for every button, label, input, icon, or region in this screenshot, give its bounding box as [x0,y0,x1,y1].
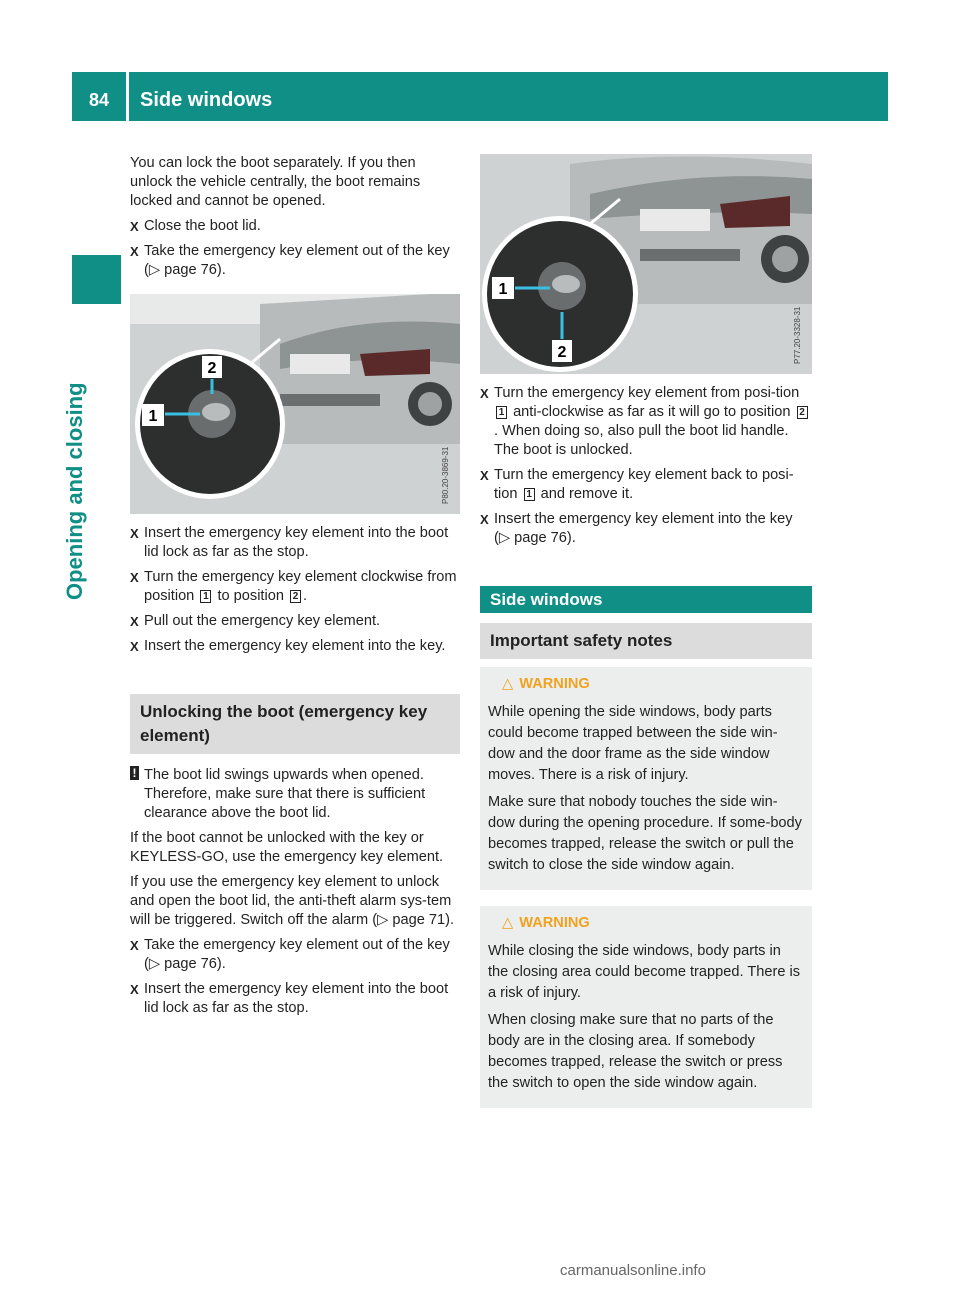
exclamation-icon: ! [130,766,139,780]
step-close-boot: X Close the boot lid. [130,217,460,236]
warning-triangle-icon: △ [502,676,514,692]
section-heading: Side windows [480,586,812,613]
paragraph-alarm: If you use the emergency key element to unlock and open the boot lid, the anti-theft alarm sys-tem will be triggered. Switch off the alarm (▷ page 71). [130,874,455,928]
step-take-key-2: X Take the emergency key element out of the key (▷ page 76). [130,936,460,974]
warning-label: WARNING [519,915,590,931]
step-text: Turn the emergency key element clockwise from position [144,569,457,604]
image-code: P77.20-3328-31 [793,306,802,364]
warning-text: When closing make sure that no parts of the body are in the closing area. If somebody becomes trapped, release the switch or press the switch to open the side window again. [488,1012,783,1091]
step-turn-clockwise: X Turn the emergency key element clockwise from position 1 to position 2 . [130,568,460,606]
step-pull-out: X Pull out the emergency key element. [130,612,460,631]
car-rear-image [130,294,460,514]
watermark: carmanualsonline.info [560,1262,706,1279]
step-text: and remove it. [540,486,634,502]
position-2-badge: 2 [797,406,808,419]
image-code: P80.20-3869-31 [441,446,450,504]
step-turn-back [480,466,812,504]
boot-lock-illustration [130,294,460,514]
callout-1: 1 [498,281,508,298]
unlock-heading: Unlocking the boot (emergency key element) [130,694,460,754]
step-insert-key-2: X Insert the emergency key element into the key (▷ page 76). [480,510,812,548]
step-text: . When doing so, also pull the boot lid handle. [494,423,789,439]
callout-1: 1 [148,408,158,425]
step-insert-key-lock-2: X Insert the emergency key element into the boot lid lock as far as the stop. [130,980,460,1018]
callout-2: 2 [207,360,217,377]
warning-heading [488,675,804,694]
notice-text: The boot lid swings upwards when opened. Therefore, make sure that there is sufficient clearance above the boot lid. [144,767,426,821]
boot-unlock-illustration [480,154,812,374]
safety-subheading: Important safety notes [480,623,812,659]
step-text: Turn the emergency key element back to posi-tion [494,467,794,502]
step-insert-key: X Insert the emergency key element into the key. [130,637,460,656]
page-header [72,72,888,121]
warning-label: WARNING [519,676,590,692]
warning-triangle-icon: △ [502,915,514,931]
right-column [480,154,812,1108]
paragraph-keyless: If the boot cannot be unlocked with the key or KEYLESS-GO, use the emergency key element. [130,830,444,865]
page-number: 84 [88,90,110,110]
intro-text: You can lock the boot separately. If you then unlock the vehicle centrally, the boot remains locked and cannot be opened. [130,155,421,209]
warning-box-opening [480,667,812,890]
warning-box-closing [480,906,812,1108]
step-text: to position [217,588,284,604]
left-column [130,154,460,1024]
chapter-label: Opening and closing [62,382,87,600]
position-1-badge: 1 [200,590,211,603]
header-divider [126,72,129,121]
warning-text: While opening the side windows, body parts could become trapped between the side win-dow and the door frame as the side window moves. There is a risk of injury. [488,704,778,783]
notice [130,766,460,823]
callout-2: 2 [557,344,567,361]
step-result: The boot is unlocked. [494,442,633,458]
position-1-badge: 1 [496,406,507,419]
position-1-badge: 1 [524,488,535,501]
chapter-tab [72,255,121,304]
car-rear-image [480,154,812,374]
warning-text: Make sure that nobody touches the side win-dow during the opening procedure. If some-body becomes trapped, release the switch or pull the switch to close the side window again. [488,794,802,873]
page-title: Side windows [140,89,273,111]
step-text: anti-clockwise as far as it will go to position [513,404,791,420]
warning-heading [488,914,804,933]
step-take-key: X Take the emergency key element out of the key (▷ page 76). [130,242,460,280]
step-text: Turn the emergency key element from posi-tion [494,385,800,401]
step-insert-key-lock: X Insert the emergency key element into the boot lid lock as far as the stop. [130,524,460,562]
warning-text: While closing the side windows, body parts in the closing area could become trapped. There is a risk of injury. [488,943,801,1001]
step-turn-anticlockwise [480,384,812,460]
position-2-badge: 2 [290,590,301,603]
